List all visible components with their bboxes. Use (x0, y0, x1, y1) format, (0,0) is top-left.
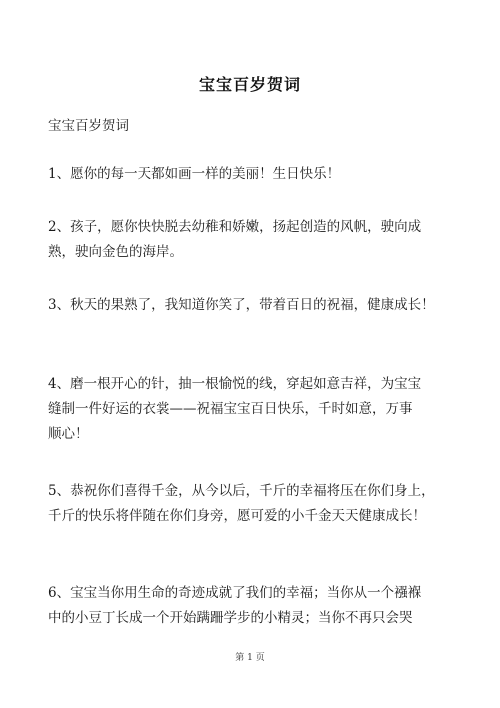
paragraph-line: 熟，驶向金色的海岸。 (48, 244, 183, 260)
paragraph-line: 5、恭祝你们喜得千金，从今以后，千斤的幸福将压在你们身上， (48, 483, 435, 499)
page-number: 第 1 页 (235, 653, 265, 663)
paragraph-line: 顺心！ (48, 426, 89, 442)
subtitle-line: 宝宝百岁贺词 (48, 118, 129, 134)
paragraph-line: 2、孩子，愿你快快脱去幼稚和娇嫩，扬起创造的风帆，驶向成 (48, 219, 422, 235)
paragraph-line: 1、愿你的每一天都如画一样的美丽！生日快乐！ (48, 166, 341, 182)
document-subtitle (48, 114, 458, 139)
paragraph-line: 千斤的快乐将伴随在你们身旁，愿可爱的小千金天天健康成长！ (48, 508, 426, 524)
paragraph-line: 3、秋天的果熟了，我知道你笑了，带着百日的祝福，健康成长！ (48, 297, 435, 313)
wish-paragraph-1 (48, 162, 458, 187)
paragraph-line: 4、磨一根开心的针，抽一根愉悦的线，穿起如意吉祥，为宝宝 (48, 376, 422, 392)
wish-paragraph-3 (48, 293, 458, 318)
wish-paragraph-2 (48, 215, 458, 265)
wish-paragraph-6 (48, 581, 458, 631)
paragraph-line: 6、宝宝当你用生命的奇迹成就了我们的幸福；当你从一个襁褓 (48, 585, 422, 601)
document-title: 宝宝百岁贺词 (198, 75, 301, 94)
paragraph-line: 缝制一件好运的衣裳——祝福宝宝百日快乐，千时如意，万事 (48, 401, 413, 417)
wish-paragraph-5 (48, 479, 458, 529)
paragraph-line: 中的小豆丁长成一个开始蹒跚学步的小精灵；当你不再只会哭 (48, 610, 413, 626)
wish-paragraph-4 (48, 372, 458, 447)
